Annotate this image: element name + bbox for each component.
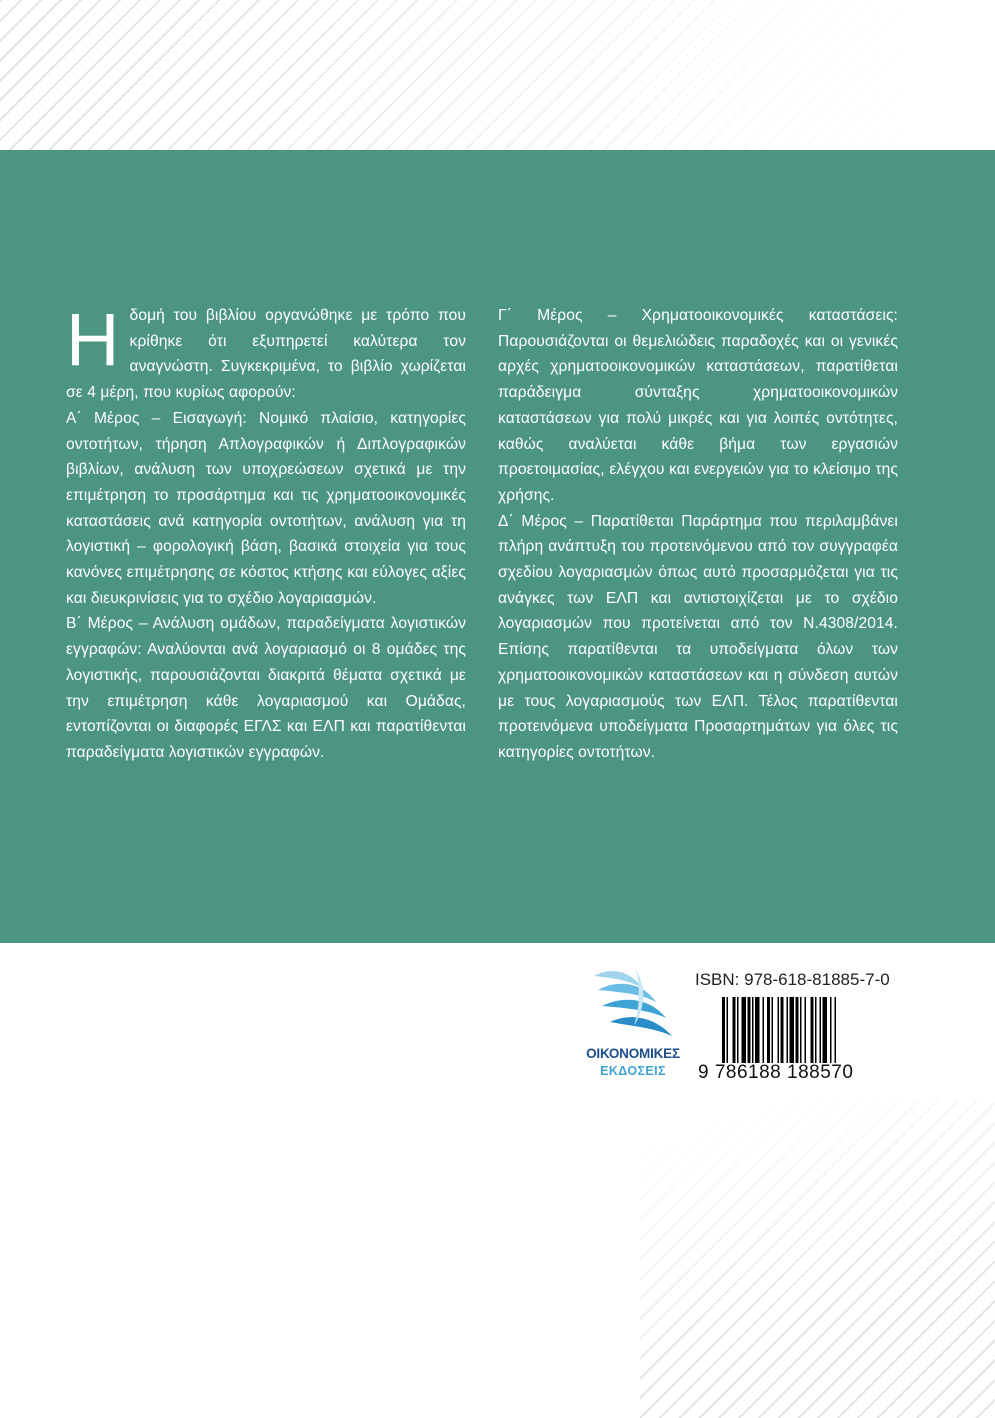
barcode-bar: [790, 997, 795, 1063]
barcode-bar: [727, 997, 729, 1063]
part-d-paragraph: Δ΄ Μέρος – Παρατίθεται Παράρτημα που περιλαμβάνει πλήρη ανάπτυξη του προτεινόμενου από τον συγγραφέα σχεδίου λογαριασμών όπως αυτό προσαρμόζεται για τις ανάγκες των ΕΛΠ και αντιστοιχίζεται με το σχέδιο λογαριασμών που προτείνεται από τον Ν.4308/2014. Επίσης παρατίθενται τα υποδείγματα όλων των χρηματοοικονομικών καταστάσεων και η σύνδεση αυτών με τους λογαριασμούς των ΕΛΠ. Τέλος παρατίθενται προτεινόμενα υποδείγματα Προσαρτημάτων για όλες τις κατηγορίες οντοτήτων.: [498, 512, 898, 761]
barcode-bar: [733, 997, 736, 1063]
publisher-logo: [578, 966, 688, 1086]
barcode-bar: [820, 997, 822, 1063]
part-c-paragraph: Γ΄ Μέρος – Χρηματοοικονομικές καταστάσεις: Παρουσιάζονται οι θεμελιώδεις παραδοχές και οι γενικές αρχές χρηματοοικονομικών καταστάσεων, παρατίθεται παράδειγμα σύνταξης χρηματοοικονομικών καταστάσεων για πολύ μικρές και για λοιπές οντότητες, καθώς αναλύεται κάθε βήμα των εργασιών προετοιμασίας, ελέγχου και ενεργειών για το κλείσιμο της χρήσης.: [498, 307, 898, 504]
barcode-bar: [763, 997, 765, 1063]
decorative-stripes-top: [0, 0, 995, 150]
barcode-bar: [722, 997, 725, 1063]
barcode-bar: [811, 997, 814, 1063]
barcode-bar: [737, 997, 739, 1063]
drop-cap: Η: [66, 298, 120, 381]
barcode-bar: [755, 997, 760, 1063]
part-b-paragraph: Β΄ Μέρος – Ανάλυση ομάδων, παραδείγματα λογιστικών εγγραφών: Αναλύονται ανά λογαριασμό οι 8 ομάδες της λογιστικής, παρουσιάζονται διακριτά θέματα σχετικά με την επιμέτρηση κάθε λογαριασμού και Ομάδας, εντοπίζονται οι διαφορές ΕΓΛΣ και ΕΛΠ και παρατίθενται παραδείγματα λογιστικών εγγραφών.: [66, 615, 466, 761]
wave-wings-icon: [590, 966, 676, 1044]
barcode-bar: [772, 997, 774, 1063]
barcode-bar: [796, 997, 799, 1063]
barcode-bar: [748, 997, 751, 1063]
intro-paragraph: [66, 298, 466, 406]
publisher-name-line2: ΕΚΔΟΣΕΙΣ: [600, 1064, 666, 1078]
barcode-bar: [767, 997, 770, 1063]
decorative-stripes-bottom: [640, 1100, 995, 1418]
barcode-bar: [742, 997, 747, 1063]
barcode-bar: [778, 997, 780, 1063]
part-a-paragraph: Α΄ Μέρος – Εισαγωγή: Νομικό πλαίσιο, κατηγορίες οντοτήτων, τήρηση Απλογραφικών ή Διπλογραφικών βιβλίων, ανάλυση των υποχρεώσεων σχετικά με την επιμέτρηση το προσάρτημα και τις χρηματοοικονομικές καταστάσεις ανά κατηγορία οντοτήτων, ανάλυση για τη λογιστική – φορολογική βάση, βασικά στοιχεία για τους κανόνες επιμέτρησης σε κόστος κτήσης και εύλογες αξίες και διευκρινίσεις για το σχέδιο λογαριασμών.: [66, 409, 466, 607]
barcode-bar: [835, 997, 837, 1063]
barcode-bar: [800, 997, 802, 1063]
barcode: [722, 997, 862, 1063]
description-right-column: [498, 303, 898, 766]
barcode-bar: [823, 997, 828, 1063]
intro-text: δομή του βιβλίου οργανώθηκε με τρόπο που κρίθηκε ότι εξυπηρετεί καλύτερα τον αναγνώστη. Συγκεκριμένα, το βιβλίο χωρίζεται σε 4 μέρη, που κυρίως αφορούν:: [66, 307, 466, 402]
publisher-name-line1: ΟΙΚΟΝΟΜΙΚΕΣ: [586, 1046, 680, 1061]
barcode-bar: [805, 997, 807, 1063]
barcode-bar: [830, 997, 832, 1063]
barcode-digits: 9 786188 188570: [698, 1062, 854, 1083]
description-left-column: [66, 298, 466, 766]
isbn-label: ISBN: 978-618-81885-7-0: [695, 970, 890, 989]
barcode-bar: [781, 997, 784, 1063]
barcode-bar: [787, 997, 789, 1063]
barcode-bar: [752, 997, 754, 1063]
barcode-bar: [815, 997, 817, 1063]
